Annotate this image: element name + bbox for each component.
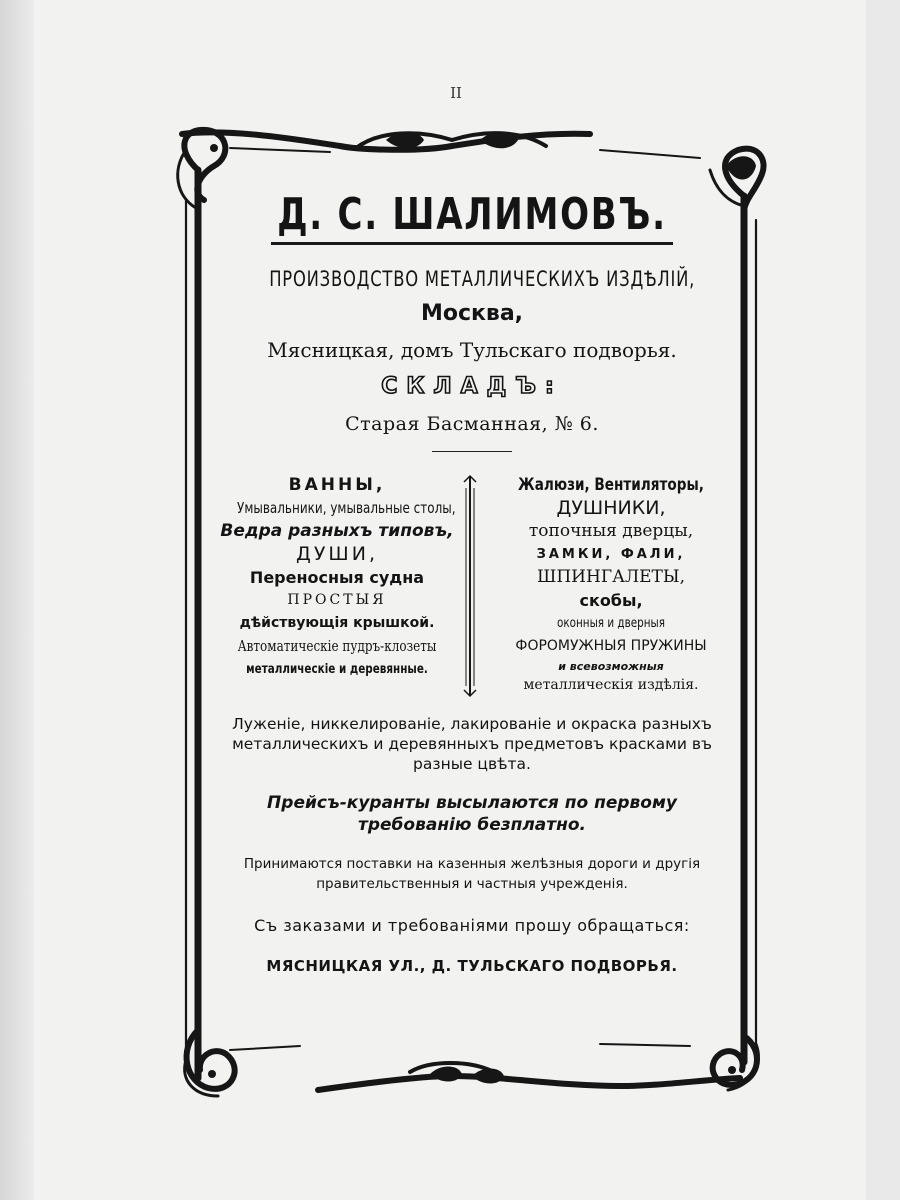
list-item: металлическіе и деревянные. [246, 662, 428, 677]
list-item: Ведра разныхъ типовъ, [220, 521, 454, 541]
firm-name: Д. С. ШАЛИМОВЪ. [277, 189, 667, 240]
list-item: топочныя дверцы, [528, 521, 694, 541]
list-item: металлическія издѣлія. [523, 677, 699, 693]
list-item: ЗАМКИ, ФАЛИ, [536, 547, 686, 562]
divider-rule [432, 451, 512, 452]
list-item: ПРОСТЫЯ [287, 592, 387, 608]
list-item: ФОРОМУЖНЫЯ ПРУЖИНЫ [515, 638, 707, 654]
column-divider-ornament [462, 474, 478, 698]
deliveries-note: Принимаются поставки на казенныя желѣзныя дороги и другія правительственныя и частныя учрежденія. [243, 856, 701, 892]
list-item: скобы, [579, 591, 643, 610]
left-product-list [212, 474, 462, 681]
price-list-note: Прейсъ-куранты высылаются по первому требованію безплатно. [267, 793, 677, 835]
list-item: ВАННЫ, [288, 475, 386, 495]
list-item: оконныя и дверныя [556, 616, 666, 631]
product-columns [212, 474, 732, 698]
city: Москва, [420, 301, 524, 326]
list-item: Переносныя судна [249, 568, 425, 587]
address: Мясницкая, домъ Тульскаго подворья. [267, 338, 677, 362]
page-number: II [450, 84, 462, 102]
list-item: ДУШНИКИ, [556, 497, 666, 519]
list-item: ДУШИ, [296, 543, 378, 565]
right-product-list [482, 474, 740, 694]
orders-address: МЯСНИЦКАЯ УЛ., Д. ТУЛЬСКАГО ПОДВОРЬЯ. [266, 957, 678, 975]
warehouse-address: Старая Басманная, № 6. [345, 413, 599, 435]
advertisement [212, 180, 732, 1060]
list-item: Автоматическіе пудръ-клозеты [237, 637, 437, 655]
list-item: и всевозможныя [558, 660, 664, 673]
list-item: Умывальники, умывальные столы, [237, 499, 456, 517]
services-paragraph: Луженіе, никкелированіе, лакированіе и окраска разныхъ металлическихъ и деревянныхъ предметовъ красками въ разные цвѣта. [232, 715, 712, 773]
list-item: дѣйствующія крышкой. [239, 615, 435, 631]
warehouse-label: СКЛАДЪ: [381, 374, 563, 399]
list-item: Жалюзи, Вентиляторы, [518, 475, 704, 495]
firm-name-underline [271, 242, 673, 245]
list-item: ШПИНГАЛЕТЫ, [536, 567, 686, 587]
production-heading: ПРОИЗВОДСТВО МЕТАЛЛИЧЕСКИХЪ ИЗДѢЛІЙ, [269, 267, 696, 291]
orders-note: Съ заказами и требованіями прошу обращаться: [254, 916, 690, 935]
